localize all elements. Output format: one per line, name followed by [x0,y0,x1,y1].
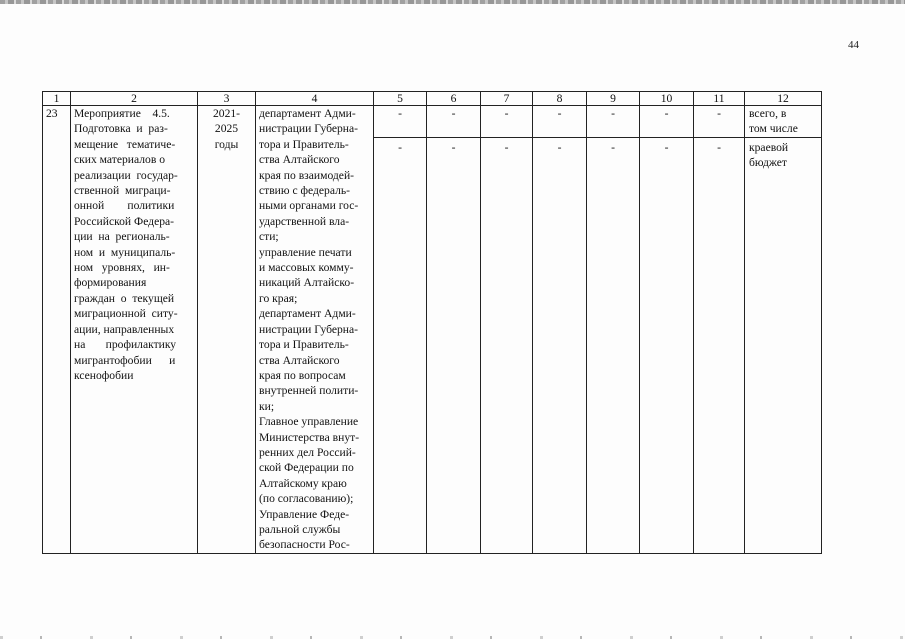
value-total: - [374,106,426,138]
value-regional: - [717,141,721,154]
executor-text-line: ства Алтайского [259,153,340,167]
header-cell: 8 [533,92,587,106]
value-regional: - [611,141,615,154]
header-cell: 1 [43,92,71,106]
header-cell: 7 [481,92,533,106]
value-regional: - [664,141,669,154]
header-cell: 9 [587,92,640,106]
executor-text-line: внутренней полити- [259,384,359,398]
financing-total [745,106,821,138]
event-text-line: миграционной ситу- [74,307,178,321]
scan-top-edge [0,0,905,4]
event-text-line: ации, направленных [74,322,175,336]
table-header-row [43,92,822,106]
value-cell-col7 [481,106,533,554]
event-text-line: мигрантофобии и [74,353,176,367]
value-regional: - [451,141,456,154]
event-description [71,106,198,554]
event-text-line: ном и муниципаль- [74,245,176,259]
years-lines [201,106,252,152]
executor-text-line: департамент Адми- [259,107,356,120]
executor-text-line: Главное управление [259,415,359,429]
value-regional: - [398,141,402,154]
years-text-line: годы [214,137,239,151]
value-cell-col8 [533,106,587,554]
executor-text-line: ки; [259,399,275,413]
header-cell: 11 [694,92,745,106]
header-cell: 10 [640,92,694,106]
executor-text-line: (по согласованию); [259,492,354,506]
event-lines [74,106,194,383]
executor-text-line: ральной службы [259,522,341,536]
executor-text-line: департамент Адми- [259,307,356,321]
executor-text-line: ударственной вла- [259,214,350,228]
event-text-line: граждан о текущей [74,291,175,305]
header-cell: 3 [198,92,256,106]
value-cell-col5 [374,106,427,554]
executor-text-line: Министерства внут- [259,430,360,444]
executor-text-line: го края; [259,291,298,305]
financing-source-cell [745,106,822,554]
executor-text-line: безопасности Рос- [259,538,350,552]
event-text-line: ксенофобии [74,368,134,382]
years-text-line: 2021- [212,107,241,120]
event-text-line: на профилактику [74,338,177,352]
header-cell: 6 [427,92,481,106]
event-text-line: ственной миграци- [74,184,171,198]
event-text-line: Подготовка и раз- [74,122,168,136]
financing-total-line: всего, в [749,107,787,120]
financing-regional-line: краевой [749,141,789,154]
event-text-line: реализации государ- [74,168,178,182]
event-text-line: онной политики [74,199,175,213]
value-regional: - [504,141,509,154]
years-cell [198,106,256,554]
row-number: 23 [43,106,71,554]
event-text-line: ции на региональ- [74,230,170,244]
executor-text-line: управление печати [259,245,352,259]
value-total: - [587,106,639,138]
header-cell: 4 [256,92,374,106]
executor-text-line: Алтайскому краю [259,476,347,490]
event-text-line: мещение тематиче- [74,137,176,151]
value-cell-col10 [640,106,694,554]
executors-cell [256,106,374,554]
value-cell-col9 [587,106,640,554]
executor-text-line: края по вопросам [259,368,346,382]
page-number: 44 [848,39,859,51]
event-text-line: ном уровнях, ин- [74,261,170,275]
event-text-line: формирования [74,276,147,290]
financing-total-line: том числе [749,122,798,135]
table-row [43,106,822,554]
executor-text-line: никаций Алтайско- [259,276,355,290]
value-cell-col11 [694,106,745,554]
header-cell: 2 [71,92,198,106]
value-total: - [481,106,532,138]
executor-text-line: ства Алтайского [259,353,340,367]
executor-text-line: нистрации Губерна- [259,322,359,336]
value-regional: - [557,141,562,154]
executor-text-line: сти; [259,230,279,244]
value-total: - [533,106,586,138]
executor-text-line: ской Федерации по [259,461,354,475]
event-text-line: ских материалов о [74,153,165,167]
executor-text-line: ными органами гос- [259,199,359,213]
executor-text-line: ствию с федераль- [259,184,351,198]
executor-text-line: Управление Феде- [259,507,350,521]
years-text-line: 2025 [214,122,239,136]
event-text-line: Российской Федера- [74,214,175,228]
executor-text-line: края по взаимодей- [259,168,355,182]
value-total: - [694,106,744,138]
executor-text-line: тора и Правитель- [259,338,349,352]
value-total: - [640,106,693,138]
header-cell: 12 [745,92,822,106]
value-cell-col6 [427,106,481,554]
executor-text-line: ренних дел Россий- [259,445,356,459]
executor-text-line: нистрации Губерна- [259,122,359,136]
financing-regional-line: бюджет [749,156,787,169]
value-total: - [427,106,480,138]
event-text-line: Мероприятие 4.5. [74,107,170,120]
program-table [42,91,822,554]
executor-text-line: и массовых комму- [259,261,354,275]
financing-regional [745,138,821,170]
header-cell: 5 [374,92,427,106]
executors-lines [259,106,370,553]
executor-text-line: тора и Правитель- [259,137,349,151]
